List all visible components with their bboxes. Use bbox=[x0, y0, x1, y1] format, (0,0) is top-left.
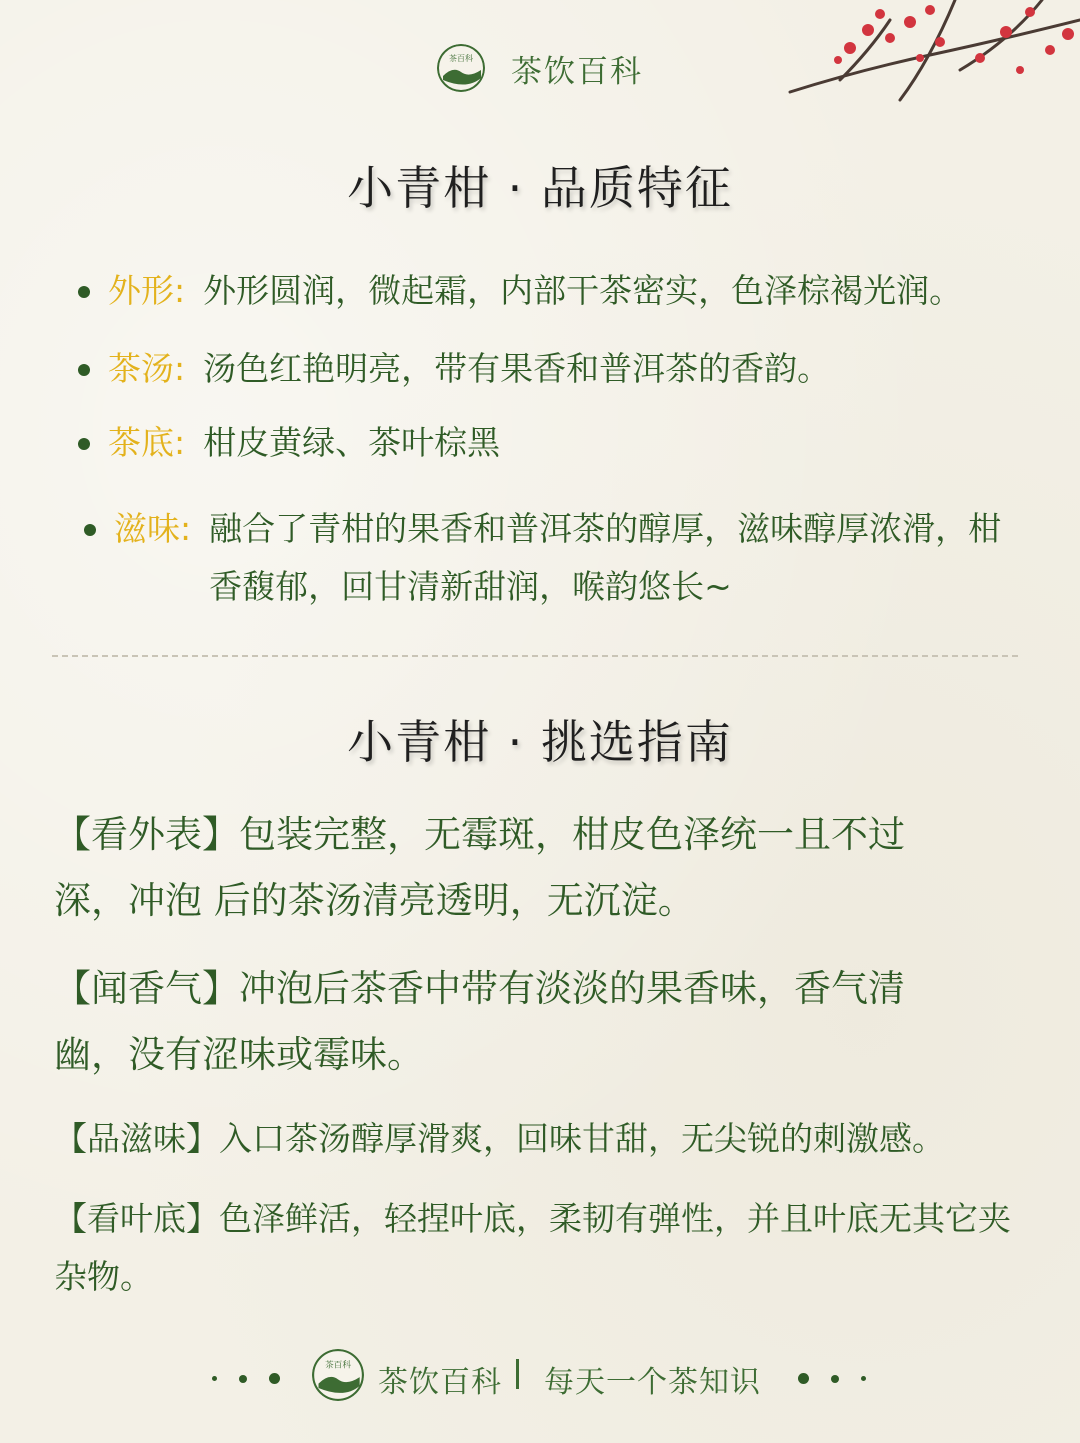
dashed-divider bbox=[52, 655, 1018, 657]
feature-label: 茶汤: bbox=[108, 349, 186, 388]
footer-separator bbox=[516, 1359, 519, 1389]
feature-item bbox=[80, 500, 1020, 616]
feature-label: 外形: bbox=[108, 271, 186, 310]
guide-tag: 【品滋味】 bbox=[54, 1119, 219, 1158]
feature-text: 柑皮黄绿、茶叶棕黑 bbox=[203, 423, 501, 462]
feature-item bbox=[74, 414, 1034, 472]
footer bbox=[0, 1345, 1080, 1409]
feature-item bbox=[74, 262, 1034, 320]
feature-text: 融合了青柑的果香和普洱茶的醇厚，滋味醇厚浓滑，柑香馥郁，回甘清新甜润，喉韵悠长~ bbox=[209, 509, 1002, 606]
bullet-icon bbox=[74, 414, 108, 472]
logo-text: 茶百科 bbox=[449, 54, 473, 63]
guide-tag: 【看叶底】 bbox=[54, 1199, 219, 1238]
feature-item bbox=[74, 340, 1034, 398]
bullet-icon bbox=[74, 340, 108, 398]
tea-encyclopedia-logo-icon bbox=[437, 44, 485, 92]
guide-tag: 【看外表】 bbox=[54, 813, 239, 856]
quality-section-title: 小青柑 · 品质特征 bbox=[347, 161, 733, 215]
footer-dots-left bbox=[212, 1373, 280, 1384]
guide-item bbox=[54, 956, 954, 1088]
header-brand bbox=[0, 44, 1080, 92]
feature-text: 汤色红艳明亮，带有果香和普洱茶的香韵。 bbox=[203, 349, 831, 388]
bullet-icon bbox=[80, 500, 114, 616]
footer-slogan: 每天一个茶知识 bbox=[544, 1365, 761, 1400]
logo-text: 茶百科 bbox=[325, 1360, 351, 1371]
tea-encyclopedia-logo-icon bbox=[312, 1349, 364, 1401]
guide-tag: 【闻香气】 bbox=[54, 967, 239, 1010]
footer-brand: 茶饮百科 bbox=[378, 1365, 502, 1400]
feature-label: 滋味: bbox=[114, 509, 192, 548]
footer-dots-right bbox=[798, 1373, 866, 1384]
guide-item bbox=[54, 1110, 1014, 1168]
guide-item bbox=[54, 1190, 1014, 1306]
guide-text: 入口茶汤醇厚滑爽，回味甘甜，无尖锐的刺激感。 bbox=[219, 1119, 945, 1158]
guide-section-title: 小青柑 · 挑选指南 bbox=[347, 715, 733, 769]
brand-name: 茶饮百科 bbox=[511, 53, 643, 90]
feature-text: 外形圆润，微起霜，内部干茶密实，色泽棕褐光润。 bbox=[203, 271, 963, 310]
guide-text: 色泽鲜活，轻捏叶底，柔韧有弹性，并且叶底无其它夹杂物。 bbox=[54, 1199, 1011, 1296]
guide-text: 冲泡后茶香中带有淡淡的果香味，香气清幽，没有涩味或霉味。 bbox=[54, 967, 905, 1076]
guide-item bbox=[54, 802, 954, 934]
feature-label: 茶底: bbox=[108, 423, 186, 462]
guide-text: 包装完整，无霉斑，柑皮色泽统一且不过深，冲泡 后的茶汤清亮透明，无沉淀。 bbox=[54, 813, 905, 922]
bullet-icon bbox=[74, 262, 108, 320]
